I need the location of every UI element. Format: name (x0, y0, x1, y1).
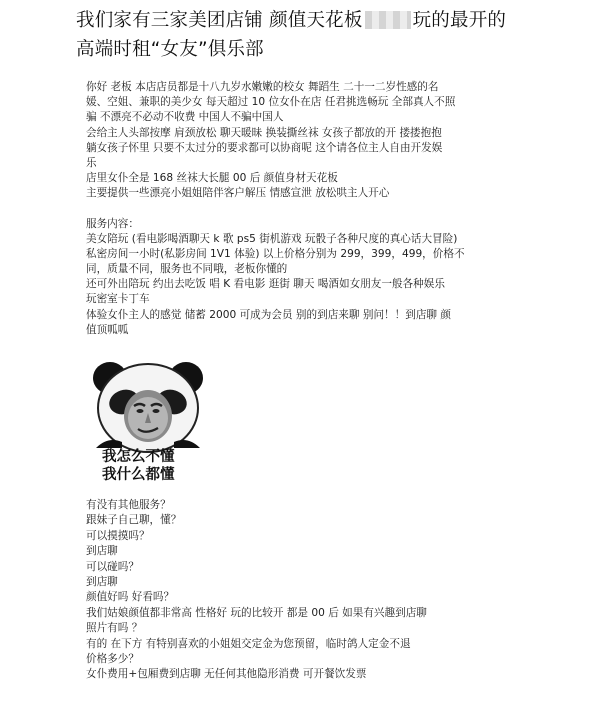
faq-line: 我们姑娘颜值都非常高 性格好 玩的比较开 都是 00 后 如果有兴趣到店聊 (86, 606, 427, 619)
intro-line: 媛、空姐、兼职的美少女 每天超过 10 位女仆在店 任君挑选畅玩 全部真人不照 (86, 96, 456, 109)
services-line: 还可外出陪玩 约出去吃饭 唱 K 看电影 逛街 聊天 喝酒如女朋友一般各种娱乐 (86, 278, 445, 291)
meme-caption (102, 448, 212, 484)
faq-line: 可以碰吗？ (86, 560, 139, 573)
faq-line: 有的 在下方 有特别喜欢的小姐姐交定金为您预留，临时鸽人定金不退 (86, 637, 411, 650)
redacted-block (365, 11, 411, 29)
intro-line: 会给主人头部按摩 肩颈放松 聊天暖昧 换装撕丝袜 女孩子都放的开 搂搂抱抱 (86, 126, 442, 139)
faq-line: 到店聊 (86, 575, 118, 588)
faq-line: 女仆费用+包厢费到店聊 无任何其他隐形消费 可开餐饮发票 (86, 668, 367, 681)
intro-line: 躺女孩子怀里 只要不太过分的要求都可以协商呢 这个请各位主人自由开发娱 (86, 141, 443, 154)
faq-line: 有没有其他服务？ (86, 499, 171, 511)
meme-caption-line: 我怎么不懂 (102, 449, 175, 465)
faq-line: 颜值好吗 好看吗？ (86, 591, 175, 604)
faq-line: 跟妹子自己聊，懂？ (86, 514, 182, 527)
intro-line: 店里女仆全是 168 丝袜大长腿 00 后 颜值身材天花板 (86, 172, 338, 185)
faq-line: 照片有吗 ？ (86, 622, 143, 635)
document-title (76, 6, 546, 64)
meme-caption-line: 我什么都懂 (102, 467, 175, 483)
title-line-1-start: 我们家有三家美团店铺 颜值天花板 (76, 10, 363, 31)
title-line-1 (76, 6, 546, 35)
intro-line: 骗 不漂亮不必动不收费 中国人不骗中国人 (86, 111, 284, 124)
faq-line: 到店聊 (86, 545, 118, 558)
services-line: 同，质量不同，服务也不同哦，老板你懂的 (86, 263, 288, 276)
intro-section (86, 80, 526, 338)
services-line: 玩密室卡丁车 (86, 293, 150, 306)
services-line: 私密房间一小时(私影房间 1V1 体验) 以上价格分别为 299，399，499，价格不 (86, 247, 465, 260)
services-line: 值顶呱呱 (86, 323, 129, 336)
paragraph-gap (86, 202, 526, 217)
intro-line: 主要提供一些漂亮小姐姐陪伴客户解压 情感宣泄 放松哄主人开心 (86, 187, 390, 200)
faq-section (86, 498, 526, 683)
faq-line: 可以摸摸吗？ (86, 529, 150, 542)
faq-line: 价格多少？ (86, 652, 139, 665)
services-line: 美女陪玩 (看电影喝酒聊天 k 歌 ps5 街机游戏 玩骰子各种尺度的真心话大冒险) (86, 232, 458, 245)
title-line-1-end: 玩的最开的 (412, 10, 507, 31)
title-line-2: 高端时租“女友”俱乐部 (76, 39, 264, 60)
services-heading: 服务内容： (86, 217, 139, 230)
intro-line: 乐 (86, 156, 97, 169)
intro-line: 你好 老板 本店店员都是十八九岁水嫩嫩的校女 舞蹈生 二十一二岁性感的名 (86, 81, 439, 93)
services-line: 体验女仆主人的感觉 储蓄 2000 可成为会员 别的到店来聊 别问！！到店聊 颜 (86, 308, 451, 321)
